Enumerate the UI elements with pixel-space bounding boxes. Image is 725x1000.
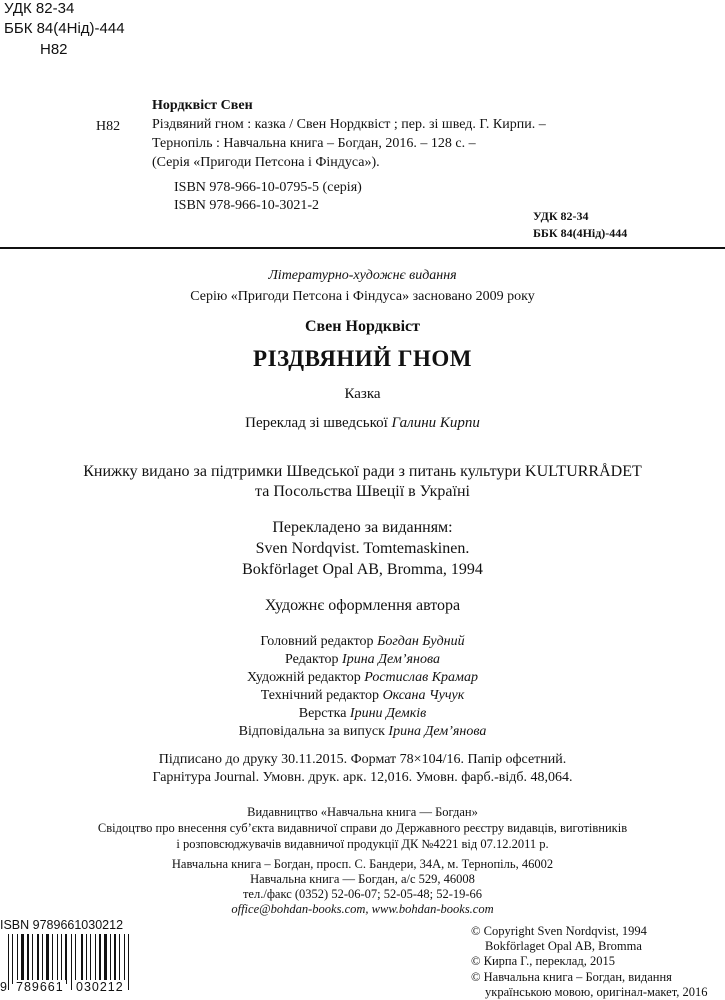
barcode-left-group: 789661 xyxy=(16,980,64,994)
udk-code-right: УДК 82-34 xyxy=(533,209,589,223)
barcode-right-group: 030212 xyxy=(76,980,124,994)
copyright-line-2: Bokförlaget Opal AB, Bromma xyxy=(485,939,642,953)
credit-role: Відповідальна за випуск xyxy=(238,724,389,739)
support-line-2: та Посольства Швеції в Україні xyxy=(255,483,470,500)
credit-role: Верстка xyxy=(298,706,350,721)
barcode-bar xyxy=(124,934,125,984)
author-mark-top: Н82 xyxy=(40,41,68,58)
author-mark-side: Н82 xyxy=(96,119,121,134)
print-details-line-1: Підписано до друку 30.11.2015. Формат 78×104/16. Папір офсетний. xyxy=(158,752,567,767)
publisher-web: office@bohdan-books.com, www.bohdan-books.com xyxy=(231,902,494,916)
original-edition-line-1: Перекладено за виданням: xyxy=(272,519,453,536)
barcode-bar xyxy=(37,934,39,984)
credit-responsible xyxy=(0,724,725,740)
barcode-bar xyxy=(21,934,24,984)
barcode-bar xyxy=(46,934,49,984)
barcode-bar xyxy=(8,934,9,990)
barcode-bar xyxy=(119,934,120,984)
barcode-bar xyxy=(90,934,91,984)
barcode-bar xyxy=(65,934,67,984)
barcode xyxy=(0,934,130,984)
support-line-1: Книжку видано за підтримки Шведської ради з питань культури KULTURRÅDET xyxy=(83,463,642,480)
barcode-bar xyxy=(99,934,101,984)
credit-tech-editor xyxy=(0,688,725,704)
edition-type: Літературно-художнє видання xyxy=(268,268,457,283)
barcode-isbn-label: ISBN 9789661030212 xyxy=(0,918,124,932)
credit-role: Головний редактор xyxy=(260,634,378,649)
publisher-name: Видавництво «Навчальна книга — Богдан» xyxy=(247,805,478,819)
copyright-line-5: українською мовою, оригінал-макет, 2016 xyxy=(485,985,708,999)
barcode-bar xyxy=(42,934,43,984)
barcode-bar xyxy=(32,934,33,984)
credit-layout xyxy=(0,706,725,722)
barcode-bar xyxy=(17,934,18,984)
copyright-line-3: © Кирпа Г., переклад, 2015 xyxy=(471,954,615,968)
credit-name: Ірини Демків xyxy=(349,706,427,721)
credit-role: Технічний редактор xyxy=(260,688,383,703)
publisher-address: Навчальна книга – Богдан, просп. С. Бандери, 34А, м. Тернопіль, 46002 xyxy=(171,857,554,871)
credit-chief-editor xyxy=(0,634,725,650)
barcode-bar xyxy=(114,934,116,984)
catalog-author-heading: Нордквіст Свен xyxy=(152,98,253,113)
publisher-phones: тел./факс (0352) 52-06-07; 52-05-48; 52-19-66 xyxy=(242,887,483,901)
barcode-bar xyxy=(128,934,129,990)
barcode-bar xyxy=(12,934,13,984)
credit-name: Ірина Дем’янова xyxy=(388,724,487,739)
barcode-bar xyxy=(95,934,96,984)
credit-name: Ірина Дем’янова xyxy=(342,652,440,667)
credit-role: Художній редактор xyxy=(247,670,365,685)
copyright-line-4: © Навчальна книга – Богдан, видання xyxy=(471,970,672,984)
barcode-bar xyxy=(75,934,76,984)
original-edition-line-3: Bokförlaget Opal AB, Bromma, 1994 xyxy=(242,561,483,578)
isbn-series: ISBN 978-966-10-0795-5 (серія) xyxy=(174,180,362,195)
barcode-bar xyxy=(104,934,107,984)
art-design-credit: Художнє оформлення автора xyxy=(264,597,461,614)
credit-name: Богдан Будний xyxy=(377,634,465,649)
print-details-line-2: Гарнітура Journal. Умовн. друк. арк. 12,016. Умовн. фарб.-відб. 48,064. xyxy=(152,770,573,785)
barcode-bar xyxy=(27,934,29,984)
registration-line-1: Свідоцтво про внесення суб’єкта видавничої справи до Державного реєстру видавців, виготівників xyxy=(97,821,628,835)
credit-editor xyxy=(0,652,725,668)
catalog-description-line-1: Різдвяний гном : казка / Свен Нордквіст ; пер. зі швед. Г. Кирпи. – xyxy=(152,117,546,132)
barcode-first-digit: 9 xyxy=(0,980,7,994)
book-genre: Казка xyxy=(344,386,381,402)
catalog-description-line-3: (Серія «Пригоди Петсона і Фіндуса»). xyxy=(152,155,380,170)
publisher-po-box: Навчальна книга — Богдан, а/с 529, 46008 xyxy=(250,872,475,886)
udk-code-top: УДК 82-34 xyxy=(4,0,75,17)
bbk-code-right: ББК 84(4Нід)-444 xyxy=(533,226,628,240)
credit-name: Оксана Чучук xyxy=(382,688,465,703)
credit-name: Ростислав Крамар xyxy=(364,670,478,685)
isbn-book: ISBN 978-966-10-3021-2 xyxy=(174,198,320,213)
original-edition-line-2: Sven Nordqvist. Tomtemaskinen. xyxy=(255,540,470,557)
translation-prefix: Переклад зі шведської xyxy=(245,415,392,431)
barcode-bar xyxy=(81,934,83,984)
catalog-divider xyxy=(0,247,725,249)
copyright-line-1: © Copyright Sven Nordqvist, 1994 xyxy=(471,924,647,938)
barcode-bar xyxy=(57,934,58,984)
bbk-code-top: ББК 84(4Нід)-444 xyxy=(4,20,125,37)
barcode-bar xyxy=(110,934,111,984)
translator-name: Галини Кирпи xyxy=(391,415,480,431)
book-title: РІЗДВЯНИЙ ГНОМ xyxy=(253,346,472,371)
catalog-description-line-2: Тернопіль : Навчальна книга – Богдан, 2016. – 128 с. – xyxy=(152,136,476,151)
barcode-bar xyxy=(86,934,87,984)
book-author: Свен Нордквіст xyxy=(304,318,420,335)
barcode-bar xyxy=(52,934,53,984)
translation-credit xyxy=(0,415,725,432)
registration-line-2: і розповсюджувачів видавничої продукції ДК №4221 від 07.12.2011 р. xyxy=(176,837,549,851)
credit-role: Редактор xyxy=(285,652,343,667)
barcode-bar xyxy=(61,934,62,984)
credit-art-editor xyxy=(0,670,725,686)
series-founded: Серію «Пригоди Петсона і Фіндуса» засновано 2009 року xyxy=(190,289,535,304)
barcode-bar xyxy=(71,934,72,990)
